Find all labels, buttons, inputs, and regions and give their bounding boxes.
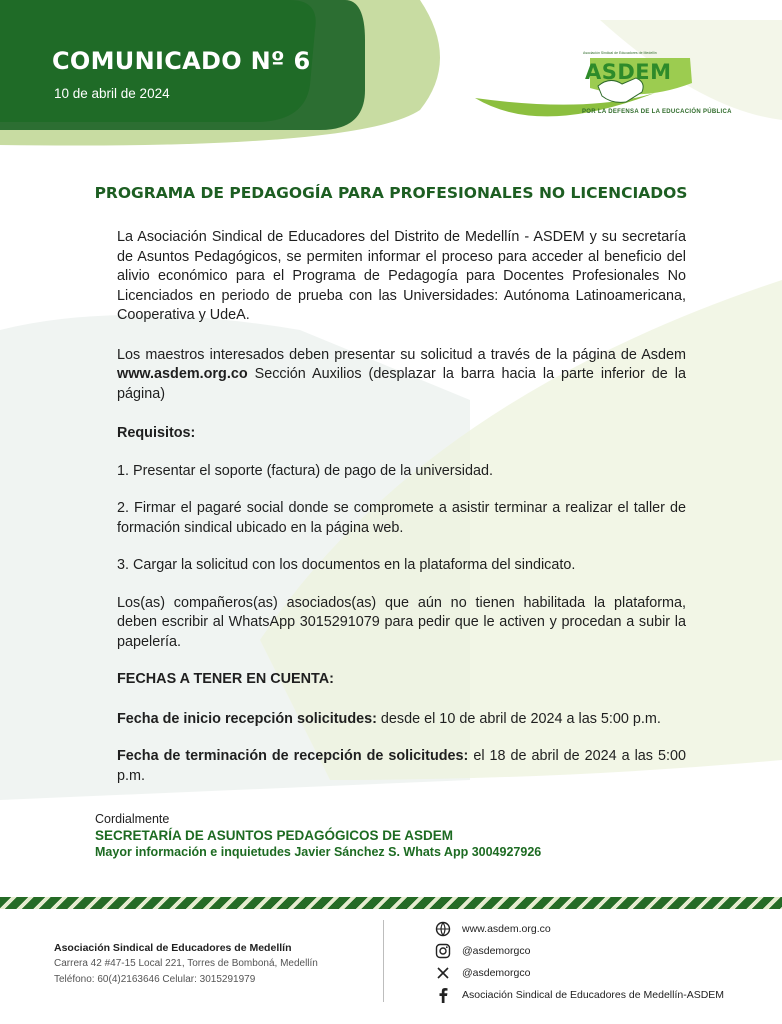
communique-date: 10 de abril de 2024 — [54, 86, 170, 101]
dates-title: FECHAS A TENER EN CUENTA: — [117, 671, 334, 687]
associates-paragraph: Los(as) compañeros(as) asociados(as) que aún no tienen habilitada la plataforma, deben escribir al WhatsApp 3015291079 para pedir que le activen y procedan a subir la papelería. — [117, 594, 686, 650]
website-link[interactable]: www.asdem.org.co — [117, 366, 248, 382]
start-date-label: Fecha de inicio recepción solicitudes: — [117, 710, 377, 727]
requirement-1: 1. Presentar el soporte (factura) de pago de la universidad. — [117, 462, 493, 479]
closing-contact-info: Mayor información e inquietudes Javier Sánchez S. Whats App 3004927926 — [95, 845, 542, 859]
facebook-icon — [432, 986, 454, 1004]
closing-signature: SECRETARÍA DE ASUNTOS PEDAGÓGICOS DE ASDEM — [95, 828, 454, 843]
social-links — [432, 918, 724, 1006]
social-instagram[interactable] — [432, 940, 724, 962]
closing-block — [95, 812, 735, 859]
end-date-label: Fecha de terminación de recepción de solicitudes: — [117, 748, 469, 764]
social-website[interactable] — [432, 918, 724, 940]
footer-divider — [383, 920, 384, 1002]
footer-phone-line: Teléfono: 60(4)2163646 Celular: 3015291979 — [54, 974, 256, 985]
end-date-paragraph — [117, 747, 686, 786]
document-body — [117, 228, 686, 786]
requirements-title: Requisitos: — [117, 425, 196, 441]
instructions-paragraph — [117, 346, 686, 405]
logo-small-text: Asociación Sindical de Educadores de Medellín — [583, 51, 657, 55]
social-facebook-text: Asociación Sindical de Educadores de Medellín-ASDEM — [462, 989, 725, 1001]
communique-title: COMUNICADO Nº 6 — [52, 47, 311, 75]
footer-address-line: Carrera 42 #47-15 Local 221, Torres de Bomboná, Medellín — [54, 958, 318, 969]
social-website-text: www.asdem.org.co — [462, 923, 551, 935]
start-date-text: desde el 10 de abril de 2024 a las 5:00 p.m. — [376, 710, 661, 727]
requirement-3: 3. Cargar la solicitud con los documentos en la plataforma del sindicato. — [117, 557, 576, 573]
instructions-text-after: Sección Auxilios (desplazar la barra hacia la parte inferior de la página) — [117, 366, 686, 402]
x-icon — [432, 964, 454, 982]
footer-org-name: Asociación Sindical de Educadores de Medellín — [54, 942, 292, 954]
social-facebook[interactable] — [432, 984, 724, 1006]
globe-icon — [432, 920, 454, 938]
main-heading: PROGRAMA DE PEDAGOGÍA PARA PROFESIONALES NO LICENCIADOS — [94, 184, 688, 202]
end-date-text: el 18 de abril de 2024 a las 5:00 p.m. — [117, 748, 686, 784]
closing-word: Cordialmente — [95, 812, 170, 826]
instagram-icon — [432, 942, 454, 960]
start-date-paragraph — [117, 710, 686, 730]
social-instagram-text: @asdemorgco — [462, 945, 531, 957]
logo-name: ASDEM — [585, 60, 672, 84]
social-x[interactable] — [432, 962, 724, 984]
decorative-stripe — [0, 897, 782, 909]
instructions-text: Los maestros interesados deben presentar su solicitud a través de la página de Asdem — [117, 346, 686, 363]
logo-tagline: POR LA DEFENSA DE LA EDUCACIÓN PÚBLICA — [582, 109, 732, 115]
intro-paragraph: La Asociación Sindical de Educadores del Distrito de Medellín - ASDEM y su secretaría de Asuntos Pedagógicos, se permiten informar el proceso para acceder al beneficio del alivio económico para el Programa de Pedagogía para Docentes Profesionales No Licenciados en periodo de prueba con las Universidades: Autónoma Latinoamericana, Cooperativa y UdeA. — [117, 229, 686, 323]
social-x-text: @asdemorgco — [462, 967, 531, 979]
requirement-2: 2. Firmar el pagaré social donde se compromete a asistir terminar a realizar el taller de formación sindical ubicado en la página web. — [117, 500, 686, 536]
footer-address — [54, 940, 318, 988]
